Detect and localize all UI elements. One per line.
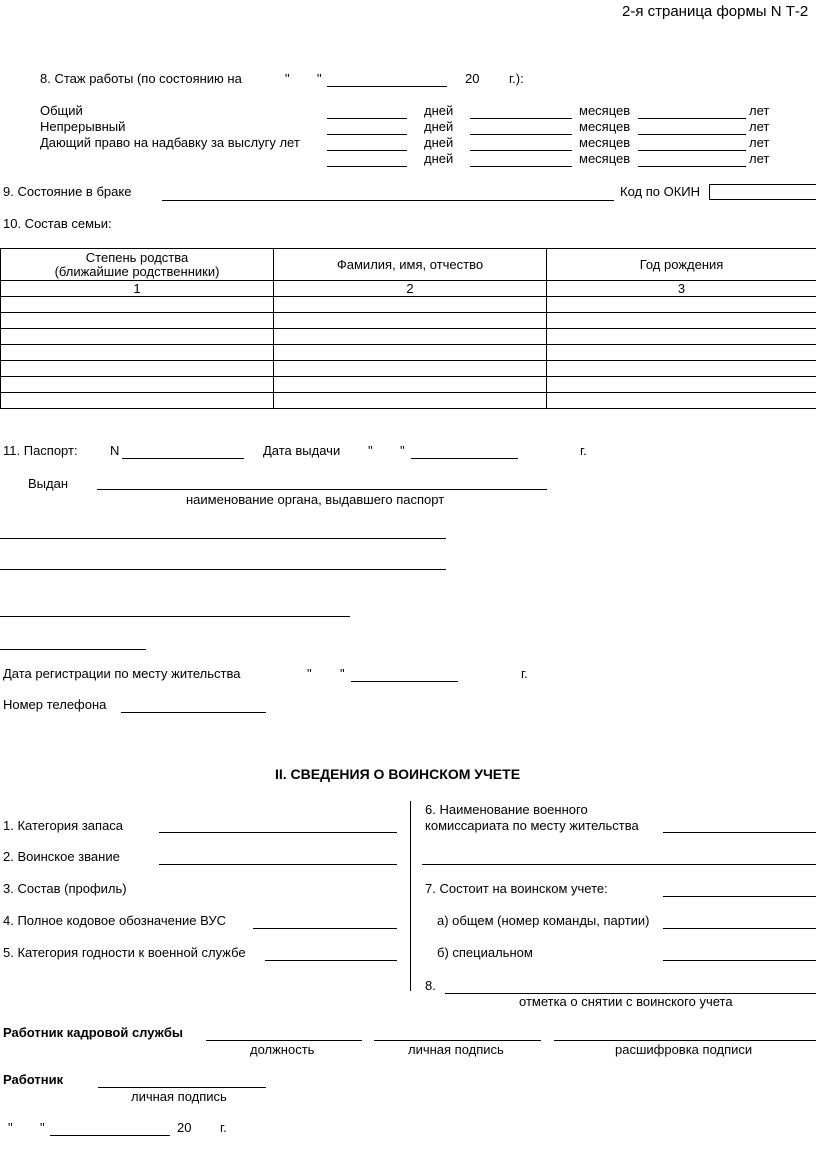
- experience-days-field[interactable]: [327, 134, 407, 135]
- blank-line[interactable]: [0, 616, 350, 617]
- passport-issued-caption: наименование органа, выдавшего паспорт: [186, 492, 445, 507]
- experience-months-label: месяцев: [579, 135, 631, 150]
- passport-quote-close: ": [400, 443, 405, 458]
- table-row: [1, 361, 816, 377]
- registered-label: 7. Состоит на воинском учете:: [425, 881, 608, 896]
- worker-label: Работник: [3, 1072, 64, 1087]
- date-year-suffix: г.: [220, 1120, 227, 1135]
- passport-date-month-field[interactable]: [411, 458, 518, 459]
- experience-days-label: дней: [424, 151, 454, 166]
- experience-years-field[interactable]: [638, 150, 746, 151]
- table-cell[interactable]: [274, 297, 547, 313]
- family-col-birth-year: Год рождения: [547, 249, 816, 281]
- table-cell[interactable]: [547, 393, 816, 409]
- worker-signature-caption: личная подпись: [131, 1089, 227, 1104]
- passport-issued-field[interactable]: [97, 489, 547, 490]
- experience-days-label: дней: [424, 103, 454, 118]
- experience-quote-close: ": [317, 71, 322, 86]
- table-cell[interactable]: [274, 345, 547, 361]
- general-registration-field[interactable]: [663, 928, 816, 929]
- table-row: [1, 297, 816, 313]
- passport-quote-open: ": [368, 443, 373, 458]
- phone-field[interactable]: [121, 712, 266, 713]
- experience-months-label: месяцев: [579, 119, 631, 134]
- table-cell[interactable]: [547, 329, 816, 345]
- hr-position-field[interactable]: [206, 1040, 362, 1041]
- passport-number-label: N: [110, 443, 120, 458]
- registered-field[interactable]: [663, 896, 816, 897]
- family-col-number: 3: [547, 281, 816, 297]
- date-month-field[interactable]: [50, 1135, 170, 1136]
- passport-number-field[interactable]: [122, 458, 244, 459]
- experience-months-field[interactable]: [470, 134, 572, 135]
- special-registration-field[interactable]: [663, 960, 816, 961]
- experience-days-field[interactable]: [327, 118, 407, 119]
- table-cell[interactable]: [547, 345, 816, 361]
- table-cell[interactable]: [274, 377, 547, 393]
- passport-year-suffix: г.: [580, 443, 587, 458]
- experience-years-field[interactable]: [638, 166, 746, 167]
- table-cell[interactable]: [1, 361, 274, 377]
- table-row: [1, 393, 816, 409]
- removal-caption: отметка о снятии с воинского учета: [519, 994, 733, 1009]
- family-col-number: 2: [274, 281, 547, 297]
- worker-signature-field[interactable]: [98, 1087, 266, 1088]
- registration-date-field[interactable]: [351, 681, 458, 682]
- experience-years-field[interactable]: [638, 118, 746, 119]
- decoding-caption: расшифровка подписи: [615, 1042, 753, 1057]
- table-cell[interactable]: [274, 313, 547, 329]
- table-cell[interactable]: [547, 377, 816, 393]
- experience-years-label: лет: [749, 119, 770, 134]
- military-section-title: II. СВЕДЕНИЯ О ВОИНСКОМ УЧЕТЕ: [275, 766, 521, 782]
- rank-label: 2. Воинское звание: [3, 849, 120, 864]
- date-year-prefix: 20: [177, 1120, 192, 1135]
- military-divider: [410, 801, 411, 991]
- family-col-relation-line1: Степень родства: [85, 249, 189, 265]
- table-cell[interactable]: [547, 313, 816, 329]
- experience-months-label: месяцев: [579, 103, 631, 118]
- hr-signature-field[interactable]: [374, 1040, 541, 1041]
- experience-months-field[interactable]: [470, 118, 572, 119]
- table-cell[interactable]: [274, 393, 547, 409]
- passport-date-label: Дата выдачи: [263, 443, 341, 458]
- hr-decoding-field[interactable]: [554, 1040, 816, 1041]
- form-page-label: 2-я страница формы N Т-2: [622, 3, 809, 20]
- table-row: [1, 377, 816, 393]
- family-col-relation: [1, 249, 274, 281]
- family-col-number: 1: [1, 281, 274, 297]
- table-cell[interactable]: [1, 377, 274, 393]
- passport-label: 11. Паспорт:: [3, 443, 78, 458]
- experience-row-label: Дающий право на надбавку за выслугу лет: [40, 135, 300, 150]
- composition-label: 3. Состав (профиль): [3, 881, 127, 896]
- table-row: [1, 313, 816, 329]
- table-row: [1, 329, 816, 345]
- phone-label: Номер телефона: [3, 697, 107, 712]
- commissariat-field[interactable]: [663, 832, 816, 833]
- rank-field[interactable]: [159, 864, 397, 865]
- family-header-row: [1, 249, 816, 281]
- vus-code-label: 4. Полное кодовое обозначение ВУС: [3, 913, 227, 928]
- experience-years-label: лет: [749, 103, 770, 118]
- family-title: 10. Состав семьи:: [3, 216, 112, 231]
- commissariat-label-line2: комиссариата по месту жительства: [425, 818, 639, 833]
- table-cell[interactable]: [1, 393, 274, 409]
- fitness-field[interactable]: [265, 960, 397, 961]
- okin-label: Код по ОКИН: [620, 184, 701, 199]
- experience-years-label: лет: [749, 135, 770, 150]
- position-caption: должность: [250, 1042, 315, 1057]
- blank-line[interactable]: [0, 538, 446, 539]
- passport-issued-label: Выдан: [28, 476, 69, 491]
- blank-line[interactable]: [0, 649, 146, 650]
- experience-row-label: Непрерывный: [40, 119, 126, 134]
- experience-month-field[interactable]: [327, 86, 447, 87]
- experience-title: 8. Стаж работы (по состоянию на: [40, 71, 242, 86]
- experience-years-field[interactable]: [638, 134, 746, 135]
- registration-quote-open: ": [307, 666, 312, 681]
- table-cell[interactable]: [274, 329, 547, 345]
- experience-years-label: лет: [749, 151, 770, 166]
- family-col-relation-line2: (ближайшие родственники): [54, 263, 220, 279]
- experience-year-suffix: г.):: [509, 71, 524, 86]
- general-registration-label: а) общем (номер команды, партии): [437, 913, 650, 928]
- experience-months-label: месяцев: [579, 151, 631, 166]
- table-cell[interactable]: [1, 313, 274, 329]
- experience-quote-open: ": [285, 71, 290, 86]
- table-cell[interactable]: [547, 361, 816, 377]
- date-quote-open: ": [8, 1120, 13, 1135]
- registration-quote-close: ": [340, 666, 345, 681]
- blank-line[interactable]: [0, 569, 446, 570]
- table-row: [1, 345, 816, 361]
- experience-days-label: дней: [424, 135, 454, 150]
- signature-caption: личная подпись: [408, 1042, 504, 1057]
- marital-field[interactable]: [162, 200, 614, 201]
- experience-year-prefix: 20: [465, 71, 480, 86]
- experience-months-field[interactable]: [470, 166, 572, 167]
- reserve-category-field[interactable]: [159, 832, 397, 833]
- experience-days-field[interactable]: [327, 166, 407, 167]
- experience-days-label: дней: [424, 119, 454, 134]
- table-cell[interactable]: [274, 361, 547, 377]
- item8-label: 8.: [425, 978, 436, 993]
- date-quote-close: ": [40, 1120, 45, 1135]
- experience-row-label: Общий: [40, 103, 83, 118]
- special-registration-label: б) специальном: [437, 945, 533, 960]
- reserve-category-label: 1. Категория запаса: [3, 818, 124, 833]
- registration-label: Дата регистрации по месту жительства: [3, 666, 241, 681]
- family-table: [0, 248, 816, 409]
- family-number-row: [1, 281, 816, 297]
- hr-worker-label: Работник кадровой службы: [3, 1025, 183, 1040]
- table-cell[interactable]: [1, 329, 274, 345]
- experience-months-field[interactable]: [470, 150, 572, 151]
- registration-year-suffix: г.: [521, 666, 528, 681]
- experience-days-field[interactable]: [327, 150, 407, 151]
- okin-code-field[interactable]: [709, 184, 816, 200]
- table-cell[interactable]: [1, 297, 274, 313]
- family-col-name: Фамилия, имя, отчество: [274, 249, 547, 281]
- commissariat-field-2[interactable]: [422, 864, 816, 865]
- table-cell[interactable]: [547, 297, 816, 313]
- vus-code-field[interactable]: [253, 928, 397, 929]
- marital-label: 9. Состояние в браке: [3, 184, 132, 199]
- table-cell[interactable]: [1, 345, 274, 361]
- fitness-label: 5. Категория годности к военной службе: [3, 945, 246, 960]
- commissariat-label-line1: 6. Наименование военного: [425, 802, 588, 817]
